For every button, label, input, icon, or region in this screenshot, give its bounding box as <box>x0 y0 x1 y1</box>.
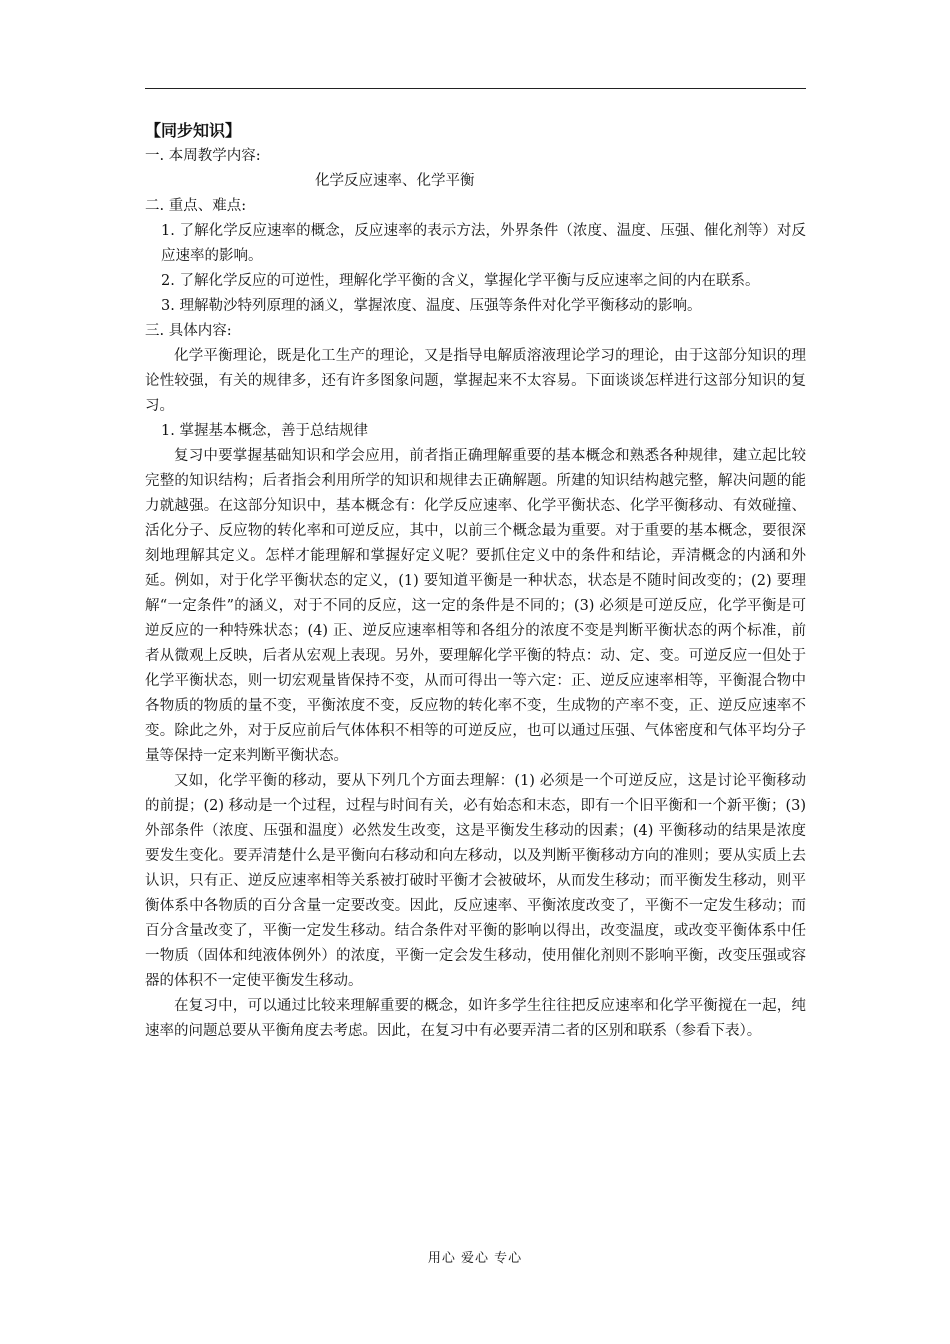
key-point-3: 3. 理解勒沙特列原理的涵义，掌握浓度、温度、压强等条件对化学平衡移动的影响。 <box>161 298 702 314</box>
topic-title: 化学反应速率、化学平衡 <box>315 173 475 189</box>
key-point-1: 1. 了解化学反应速率的概念，反应速率的表示方法，外界条件（浓度、温度、压强、催化剂等）对反应速率的影响。 <box>161 223 806 264</box>
section-title: 【同步知识】 <box>145 121 242 140</box>
part3-heading: 三. 具体内容: <box>145 323 232 339</box>
header-rule <box>145 88 806 89</box>
page-footer: 用心 爱心 专心 <box>427 1251 523 1266</box>
paragraph-3: 在复习中，可以通过比较来理解重要的概念，如许多学生往往把反应速率和化学平衡搅在一起，纯速率的问题总要从平衡角度去考虑。因此，在复习中有必要弄清二者的区别和联系（参看下表）。 <box>145 998 806 1039</box>
intro-paragraph: 化学平衡理论，既是化工生产的理论，又是指导电解质溶液理论学习的理论，由于这部分知识的理论性较强，有关的规律多，还有许多图象问题，掌握起来不太容易。下面谈谈怎样进行这部分知识的复习。 <box>145 348 806 414</box>
part1-heading: 一. 本周教学内容: <box>145 148 261 164</box>
key-point-2: 2. 了解化学反应的可逆性，理解化学平衡的含义，掌握化学平衡与反应速率之间的内在联系。 <box>161 273 760 289</box>
paragraph-1: 复习中要掌握基础知识和学会应用，前者指正确理解重要的基本概念和熟悉各种规律，建立起比较完整的知识结构；后者指会利用所学的知识和规律去正确解题。所建的知识结构越完整，解决问题的能力就越强。在这部分知识中，基本概念有：化学反应速率、化学平衡状态、化学平衡移动、有效碰撞、活化分子、反应物的转化率和可逆反应，其中，以前三个概念最为重要。对于重要的基本概念，要很深刻地理解其定义。怎样才能理解和掌握好定义呢？要抓住定义中的条件和结论，弄清概念的内涵和外延。例如，对于化学平衡状态的定义，(1) 要知道平衡是一种状态，状态是不随时间改变的；(2) 要理解“一定条件”的涵义，对于不同的反应，这一定的条件是不同的；(3) 必须是可逆反应，化学平衡是可逆反应的一种特殊状态；(4) 正、逆反应速率相等和各组分的浓度不变是判断平衡状态的两个标准，前者从微观上反映，后者从宏观上表现。另外，要理解化学平衡的特点：动、定、变。可逆反应一但处于化学平衡状态，则一切宏观量皆保持不变，从而可得出一等六定：正、逆反应速率相等，平衡混合物中各物质的物质的量不变，平衡浓度不变，反应物的转化率不变，生成物的产率不变，正、逆反应速率不变。除此之外，对于反应前后气体体积不相等的可逆反应，也可以通过压强、气体密度和气体平均分子量等保持一定来判断平衡状态。 <box>145 448 806 764</box>
paragraph-2: 又如，化学平衡的移动，要从下列几个方面去理解：(1) 必须是一个可逆反应，这是讨论平衡移动的前提；(2) 移动是一个过程，过程与时间有关，必有始态和末态，即有一个旧平衡和一个新平衡；(3) 外部条件（浓度、压强和温度）必然发生改变，这是平衡发生移动的因素；(4) 平衡移动的结果是浓度要发生变化。要弄清楚什么是平衡向右移动和向左移动，以及判断平衡移动方向的准则；要从实质上去认识，只有正、逆反应速率相等关系被打破时平衡才会被破坏，从而发生移动；而平衡发生移动，则平衡体系中各物质的百分含量一定要改变。因此，反应速率、平衡浓度改变了，平衡不一定发生移动；而百分含量改变了，平衡一定发生移动。结合条件对平衡的影响以得出，改变温度，或改变平衡体系中任一物质（固体和纯液体例外）的浓度，平衡一定会发生移动，使用催化剂则不影响平衡，改变压强或容器的体积不一定使平衡发生移动。 <box>145 773 806 989</box>
document-body <box>145 118 806 1044</box>
subsection-title: 1. 掌握基本概念，善于总结规律 <box>161 423 368 439</box>
part2-heading: 二. 重点、难点: <box>145 198 247 214</box>
